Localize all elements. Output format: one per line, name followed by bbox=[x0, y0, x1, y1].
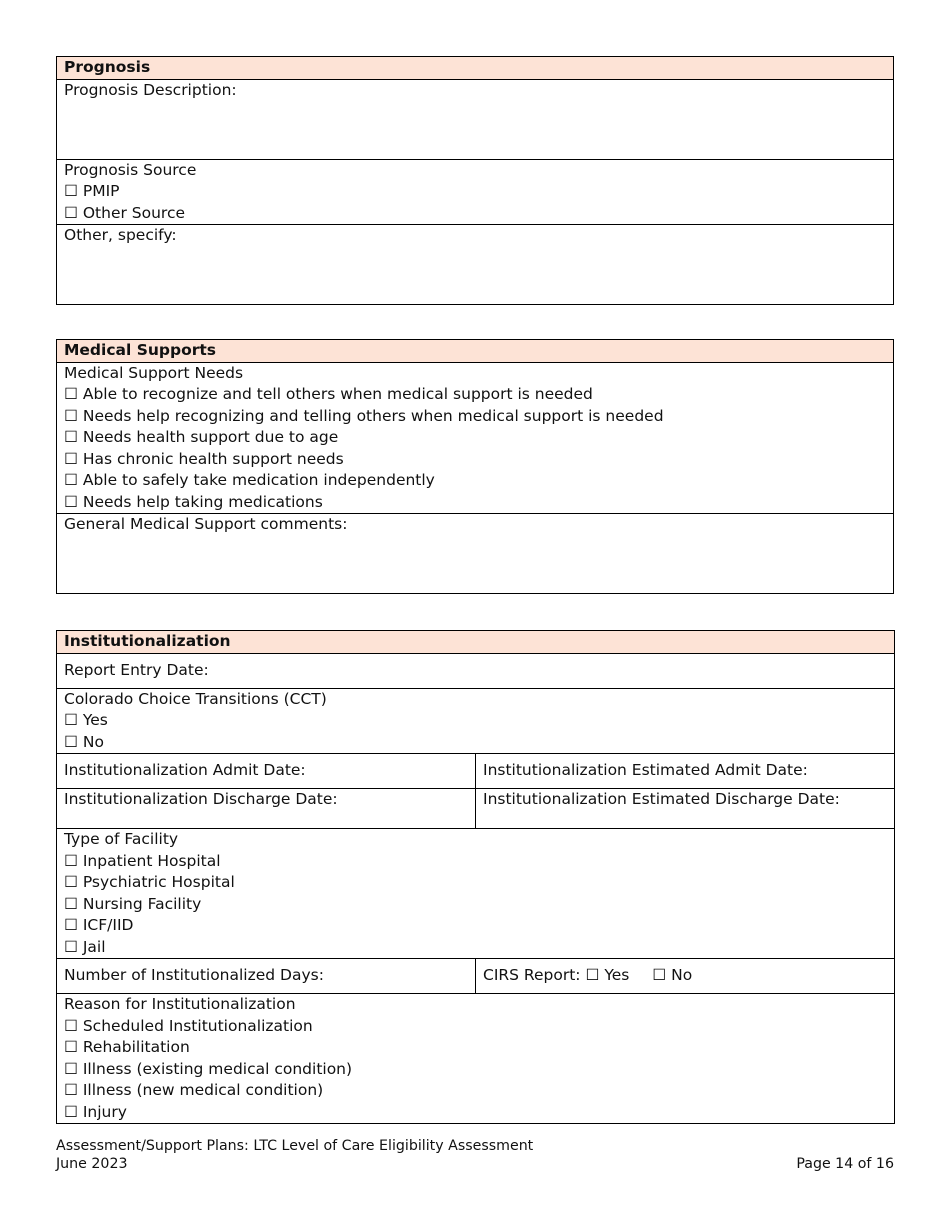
report-entry-date-cell[interactable] bbox=[57, 653, 895, 688]
prognosis-description-cell[interactable] bbox=[57, 79, 894, 159]
prognosis-other-label: Other, specify: bbox=[64, 226, 177, 244]
cct-cell bbox=[57, 688, 895, 754]
estimated-discharge-date-label: Institutionalization Estimated Discharge Date: bbox=[483, 790, 840, 808]
medical-support-needs-label: Medical Support Needs bbox=[64, 363, 244, 382]
checkbox-icon[interactable]: ☐ bbox=[64, 851, 78, 870]
facility-option[interactable]: ☐ Inpatient Hospital bbox=[64, 851, 221, 870]
reason-option[interactable]: ☐ Illness (new medical condition) bbox=[64, 1081, 324, 1099]
prognosis-other-specify-cell[interactable] bbox=[57, 225, 894, 305]
reason-cell bbox=[57, 994, 895, 1124]
checkbox-icon[interactable]: ☐ bbox=[64, 937, 78, 956]
reason-option[interactable]: ☐ Illness (existing medical condition) bbox=[64, 1059, 353, 1078]
facility-option[interactable]: ☐ Nursing Facility bbox=[64, 894, 202, 913]
reason-option[interactable]: ☐ Rehabilitation bbox=[64, 1038, 190, 1056]
checkbox-icon[interactable]: ☐ bbox=[585, 966, 600, 985]
cct-option-no[interactable]: ☐ No bbox=[64, 732, 104, 751]
checkbox-icon[interactable]: ☐ bbox=[64, 406, 78, 425]
checkbox-icon[interactable]: ☐ bbox=[64, 894, 78, 913]
estimated-discharge-date-cell[interactable] bbox=[476, 789, 895, 829]
prognosis-source-option-other[interactable]: ☐ Other Source bbox=[64, 203, 186, 222]
medical-option[interactable]: ☐ Has chronic health support needs bbox=[64, 449, 344, 468]
checkbox-icon[interactable]: ☐ bbox=[64, 182, 78, 200]
cct-label: Colorado Choice Transitions (CCT) bbox=[64, 689, 327, 708]
facility-type-cell bbox=[57, 829, 895, 959]
discharge-date-cell[interactable] bbox=[57, 789, 476, 829]
medical-comments-label: General Medical Support comments: bbox=[64, 515, 348, 533]
prognosis-source-option-pmip[interactable]: ☐ PMIP bbox=[64, 182, 120, 200]
prognosis-header: Prognosis bbox=[57, 57, 894, 80]
facility-option[interactable]: ☐ Jail bbox=[64, 937, 106, 956]
cirs-option-no[interactable]: ☐ No bbox=[652, 966, 693, 985]
medical-option[interactable]: ☐ Needs help recognizing and telling others when medical support is needed bbox=[64, 406, 664, 425]
checkbox-icon[interactable]: ☐ bbox=[64, 471, 78, 489]
footer-doc-title: Assessment/Support Plans: LTC Level of Care Eligibility Assessment bbox=[56, 1138, 534, 1154]
medical-option[interactable]: ☐ Able to safely take medication independently bbox=[64, 471, 435, 489]
checkbox-icon[interactable]: ☐ bbox=[64, 873, 78, 891]
admit-date-cell[interactable] bbox=[57, 754, 476, 789]
medical-option[interactable]: ☐ Needs health support due to age bbox=[64, 428, 339, 446]
discharge-date-label: Institutionalization Discharge Date: bbox=[64, 790, 338, 808]
facility-type-label: Type of Facility bbox=[64, 830, 179, 848]
checkbox-icon[interactable]: ☐ bbox=[64, 732, 78, 751]
facility-option[interactable]: ☐ ICF/IID bbox=[64, 916, 134, 934]
checkbox-icon[interactable]: ☐ bbox=[64, 1016, 78, 1035]
prognosis-source-cell bbox=[57, 159, 894, 225]
report-entry-date-label: Report Entry Date: bbox=[64, 660, 209, 679]
checkbox-icon[interactable]: ☐ bbox=[64, 1038, 78, 1056]
cct-option-yes[interactable]: ☐ Yes bbox=[64, 711, 108, 729]
checkbox-icon[interactable]: ☐ bbox=[64, 203, 78, 222]
checkbox-icon[interactable]: ☐ bbox=[64, 428, 78, 446]
prognosis-table bbox=[56, 56, 894, 305]
footer-date: June 2023 bbox=[56, 1156, 128, 1172]
checkbox-icon[interactable]: ☐ bbox=[64, 1102, 78, 1121]
checkbox-icon[interactable]: ☐ bbox=[64, 711, 78, 729]
facility-option[interactable]: ☐ Psychiatric Hospital bbox=[64, 873, 235, 891]
cirs-report-cell bbox=[476, 959, 895, 994]
prognosis-source-label: Prognosis Source bbox=[64, 160, 197, 179]
checkbox-icon[interactable]: ☐ bbox=[64, 492, 78, 511]
medical-supports-table bbox=[56, 339, 894, 594]
medical-support-needs-cell bbox=[57, 362, 894, 514]
reason-option[interactable]: ☐ Injury bbox=[64, 1102, 127, 1121]
checkbox-icon[interactable]: ☐ bbox=[652, 966, 667, 985]
institutionalized-days-cell[interactable] bbox=[57, 959, 476, 994]
checkbox-icon[interactable]: ☐ bbox=[64, 1081, 78, 1099]
checkbox-icon[interactable]: ☐ bbox=[64, 449, 78, 468]
admit-date-label: Institutionalization Admit Date: bbox=[64, 761, 306, 780]
checkbox-icon[interactable]: ☐ bbox=[64, 1059, 78, 1078]
cirs-option-yes[interactable]: ☐ Yes bbox=[585, 966, 630, 985]
footer-page-number: Page 14 of 16 bbox=[796, 1156, 894, 1172]
reason-option[interactable]: ☐ Scheduled Institutionalization bbox=[64, 1016, 313, 1035]
institutionalization-header: Institutionalization bbox=[57, 631, 895, 654]
cirs-report-label: CIRS Report: bbox=[483, 966, 581, 985]
prognosis-description-label: Prognosis Description: bbox=[64, 80, 237, 99]
estimated-admit-date-cell[interactable] bbox=[476, 754, 895, 789]
medical-option[interactable]: ☐ Able to recognize and tell others when medical support is needed bbox=[64, 385, 593, 403]
checkbox-icon[interactable]: ☐ bbox=[64, 385, 78, 403]
institutionalized-days-label: Number of Institutionalized Days: bbox=[64, 966, 324, 985]
estimated-admit-date-label: Institutionalization Estimated Admit Date: bbox=[483, 761, 808, 780]
medical-comments-cell[interactable] bbox=[57, 514, 894, 594]
medical-option[interactable]: ☐ Needs help taking medications bbox=[64, 492, 323, 511]
page-footer bbox=[56, 1137, 894, 1173]
checkbox-icon[interactable]: ☐ bbox=[64, 916, 78, 934]
reason-label: Reason for Institutionalization bbox=[64, 995, 296, 1013]
medical-supports-header: Medical Supports bbox=[57, 340, 894, 363]
institutionalization-table bbox=[56, 630, 895, 1124]
